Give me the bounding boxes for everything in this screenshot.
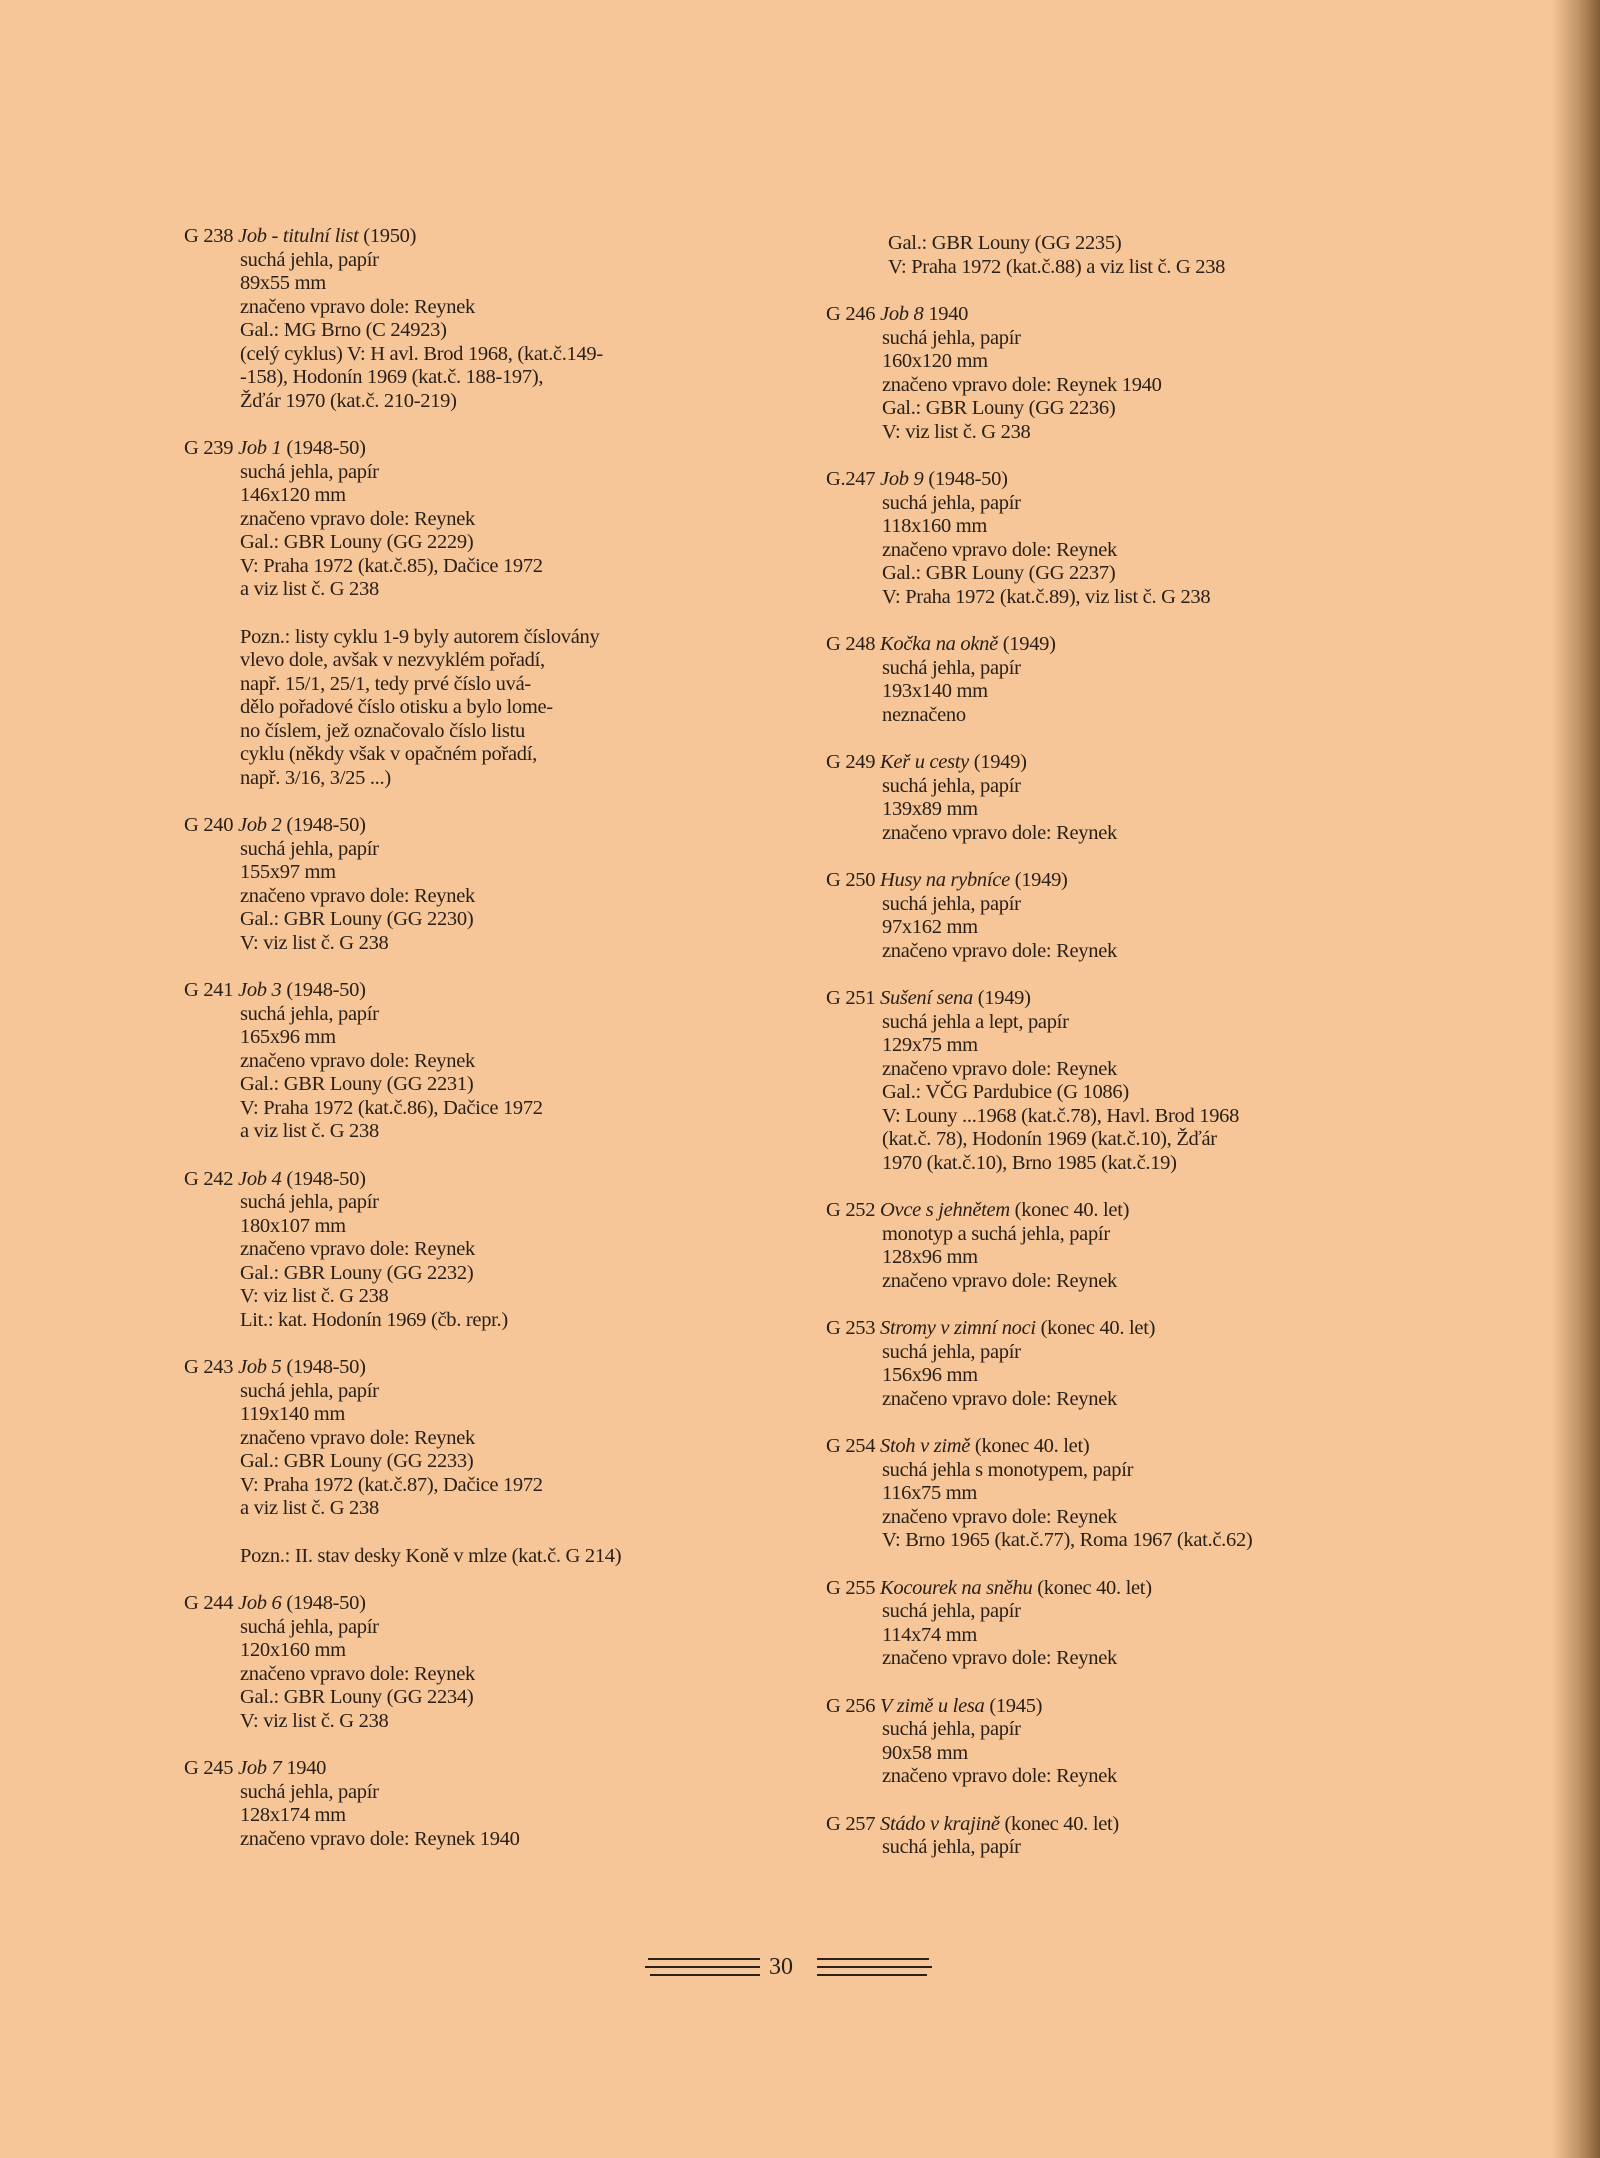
detail-line: 155x97 mm [240, 861, 336, 883]
artwork-date: (1948-50) [928, 468, 1008, 490]
detail-line: suchá jehla, papír [882, 774, 1021, 797]
detail-line: V: Brno 1965 (kat.č.77), Roma 1967 (kat.č.62) [882, 1529, 1253, 1551]
entry-heading [826, 1317, 1386, 1341]
catalog-entry [184, 1757, 744, 1851]
artwork-date: (1948-50) [286, 1167, 366, 1190]
catalog-entry [184, 225, 744, 413]
entry-heading [184, 1168, 744, 1192]
detail-line: 116x75 mm [882, 1482, 978, 1504]
detail-line: značeno vpravo dole: Reynek [882, 1765, 1117, 1787]
catalog-entry [826, 303, 1386, 444]
entry-heading [184, 437, 744, 461]
detail-line: 129x75 mm [882, 1034, 978, 1056]
detail-line: 119x140 mm [240, 1403, 346, 1425]
detail-line: a viz list č. G 238 [240, 1120, 379, 1142]
catalog-number: G 241 [184, 979, 234, 1001]
artwork-title: Keř u cesty [880, 751, 969, 773]
detail-line: Gal.: MG Brno (C 24923) [240, 319, 447, 341]
catalog-entry [826, 987, 1386, 1175]
entry-details [882, 1459, 1386, 1553]
detail-line: V: Praha 1972 (kat.č.88) a viz list č. G 238 [888, 255, 1226, 278]
artwork-date: (1948-50) [286, 1356, 366, 1378]
entry-details [882, 327, 1386, 445]
catalog-entry [826, 1813, 1386, 1860]
detail-line: 193x140 mm [882, 680, 988, 702]
catalog-entry [826, 1435, 1386, 1553]
detail-line: Gal.: GBR Louny (GG 2229) [240, 531, 474, 553]
catalog-number: G 242 [184, 1167, 234, 1190]
catalog-entry [826, 1577, 1386, 1671]
detail-line: V: Praha 1972 (kat.č.86), Dačice 1972 [240, 1096, 543, 1119]
detail-line: značeno vpravo dole: Reynek [882, 939, 1117, 962]
artwork-date: 1940 [928, 303, 969, 325]
artwork-date: (1949) [973, 751, 1027, 773]
entry-heading [184, 814, 744, 838]
artwork-date: 1940 [286, 1757, 327, 1779]
detail-line: suchá jehla, papír [240, 1615, 379, 1638]
catalog-entry [184, 814, 744, 955]
entry-details [240, 461, 744, 602]
detail-line: suchá jehla, papír [240, 460, 379, 483]
entry-heading [826, 1577, 1386, 1601]
artwork-date: (konec 40. let) [1037, 1576, 1152, 1599]
entry-details [240, 838, 744, 956]
entry-heading [184, 979, 744, 1003]
entry-details [882, 1600, 1386, 1671]
entry-heading [826, 751, 1386, 775]
catalog-entry [184, 1356, 744, 1568]
entry-details [240, 1003, 744, 1144]
note-line: dělo pořadové číslo otisku a bylo lome- [240, 696, 553, 718]
detail-line: suchá jehla, papír [882, 491, 1021, 514]
detail-line: (kat.č. 78), Hodonín 1969 (kat.č.10), Žďár [882, 1128, 1217, 1150]
detail-line: suchá jehla, papír [240, 1780, 379, 1803]
detail-line: značeno vpravo dole: Reynek 1940 [882, 373, 1162, 396]
detail-line: V: Louny ...1968 (kat.č.78), Havl. Brod 1968 [882, 1104, 1240, 1127]
artwork-date: (konec 40. let) [1014, 1199, 1130, 1221]
note-line: např. 15/1, 25/1, tedy prvé číslo uvá- [240, 672, 531, 695]
note-line: Pozn.: II. stav desky Koně v mlze (kat.č. G 214) [240, 1544, 622, 1567]
detail-line: 90x58 mm [882, 1741, 968, 1764]
entry-heading [184, 1592, 744, 1616]
catalog-entry [184, 979, 744, 1144]
detail-line: suchá jehla a lept, papír [882, 1010, 1069, 1033]
detail-line: značeno vpravo dole: Reynek [882, 1057, 1117, 1080]
catalog-entry [826, 1199, 1386, 1293]
artwork-date: (1948-50) [286, 979, 366, 1001]
detail-line: Lit.: kat. Hodonín 1969 (čb. repr.) [240, 1308, 508, 1331]
catalog-entry [184, 1168, 744, 1333]
catalog-number: G 250 [826, 869, 876, 891]
detail-line: Gal.: GBR Louny (GG 2232) [240, 1261, 474, 1284]
footer-rule-right [817, 1952, 932, 1982]
artwork-date: (1949) [1002, 633, 1056, 655]
detail-line: suchá jehla, papír [882, 1836, 1021, 1858]
detail-line: 160x120 mm [882, 350, 988, 372]
artwork-title: Job 3 [238, 979, 282, 1001]
artwork-date: (1949) [977, 987, 1031, 1009]
entry-heading [826, 633, 1386, 657]
artwork-date: (1948-50) [286, 814, 366, 836]
entry-heading [826, 869, 1386, 893]
catalog-number: G 239 [184, 437, 234, 459]
artwork-title: Ovce s jehnětem [880, 1199, 1010, 1221]
detail-line: Gal.: GBR Louny (GG 2237) [882, 562, 1116, 584]
detail-line: značeno vpravo dole: Reynek 1940 [240, 1827, 520, 1850]
catalog-number: G 238 [184, 225, 234, 247]
detail-line: -158), Hodonín 1969 (kat.č. 188-197), [240, 366, 544, 388]
entry-details [882, 893, 1386, 964]
artwork-title: Husy na rybníce [880, 869, 1010, 891]
entry-heading [826, 1695, 1386, 1719]
entry-details [882, 657, 1386, 728]
detail-line: značeno vpravo dole: Reynek [240, 1049, 475, 1072]
artwork-title: Kočka na okně [880, 633, 998, 655]
detail-line: V: viz list č. G 238 [882, 420, 1031, 443]
artwork-title: Sušení sena [880, 987, 973, 1009]
detail-line: 1970 (kat.č.10), Brno 1985 (kat.č.19) [882, 1151, 1177, 1174]
entry-details [882, 1341, 1386, 1412]
detail-line: Gal.: GBR Louny (GG 2230) [240, 908, 474, 930]
catalog-entry [826, 869, 1386, 963]
artwork-title: Job 9 [880, 468, 924, 490]
entry-details [240, 1616, 744, 1734]
note-line: např. 3/16, 3/25 ...) [240, 766, 391, 789]
detail-line: V: viz list č. G 238 [240, 931, 389, 954]
detail-line: V: viz list č. G 238 [240, 1709, 389, 1732]
note-line: cyklu (někdy však v opačném pořadí, [240, 743, 537, 765]
entry-heading [826, 303, 1386, 327]
entry-details [882, 1223, 1386, 1294]
detail-line: Gal.: GBR Louny (GG 2231) [240, 1073, 474, 1095]
catalog-number: G 245 [184, 1757, 234, 1779]
detail-line: značeno vpravo dole: Reynek [240, 295, 475, 318]
artwork-title: Job 8 [880, 303, 924, 325]
detail-line: Žďár 1970 (kat.č. 210-219) [240, 389, 457, 412]
note-line: Pozn.: listy cyklu 1-9 byly autorem číslovány [240, 625, 600, 648]
detail-line: značeno vpravo dole: Reynek [882, 1387, 1117, 1410]
note-line: no číslem, jež označovalo číslo listu [240, 719, 525, 742]
detail-line: (celý cyklus) V: H avl. Brod 1968, (kat.č.149- [240, 342, 603, 365]
detail-line: suchá jehla, papír [882, 326, 1021, 349]
entry-heading [184, 225, 744, 249]
entry-note [240, 1545, 744, 1569]
detail-line: suchá jehla, papír [882, 1718, 1021, 1740]
catalog-number: G 243 [184, 1356, 234, 1378]
entry-heading [826, 1199, 1386, 1223]
continued-entry [888, 232, 1386, 279]
detail-line: značeno vpravo dole: Reynek [882, 1505, 1117, 1528]
book-spine-shadow [1552, 0, 1600, 2158]
artwork-title: Stromy v zimní noci [880, 1317, 1036, 1339]
detail-line: a viz list č. G 238 [240, 578, 379, 600]
detail-line: značeno vpravo dole: Reynek [882, 1647, 1117, 1669]
entry-heading [826, 1813, 1386, 1837]
detail-line: 180x107 mm [240, 1214, 346, 1237]
detail-line: V: viz list č. G 238 [240, 1285, 389, 1307]
detail-line: značeno vpravo dole: Reynek [240, 507, 475, 530]
detail-line: suchá jehla, papír [882, 656, 1021, 679]
detail-line: suchá jehla, papír [882, 892, 1021, 915]
detail-line: 89x55 mm [240, 272, 326, 294]
detail-line: suchá jehla, papír [240, 837, 379, 860]
detail-line: V: Praha 1972 (kat.č.89), viz list č. G 238 [882, 585, 1211, 608]
catalog-number: G 256 [826, 1694, 876, 1717]
catalog-number: G 251 [826, 987, 876, 1009]
detail-line: 120x160 mm [240, 1639, 346, 1661]
artwork-date: (1948-50) [286, 1592, 366, 1614]
detail-line: 118x160 mm [882, 515, 988, 537]
artwork-title: Job - titulní list [238, 225, 359, 247]
detail-line: Gal.: VČG Pardubice (G 1086) [882, 1081, 1129, 1103]
artwork-date: (1949) [1014, 869, 1068, 891]
catalog-number: G.247 [826, 468, 876, 490]
artwork-date: (1948-50) [286, 437, 366, 459]
artwork-title: Job 4 [238, 1167, 282, 1190]
artwork-date: (konec 40. let) [974, 1435, 1090, 1457]
detail-line: suchá jehla, papír [882, 1600, 1021, 1622]
detail-line: neznačeno [882, 703, 966, 726]
detail-line: suchá jehla, papír [240, 1379, 379, 1402]
detail-line: monotyp a suchá jehla, papír [882, 1222, 1110, 1245]
detail-line: 146x120 mm [240, 484, 346, 506]
artwork-date: (1950) [363, 225, 417, 247]
detail-line: suchá jehla, papír [882, 1340, 1021, 1363]
detail-line: 114x74 mm [882, 1623, 978, 1646]
entry-heading [826, 468, 1386, 492]
page-footer [645, 1952, 935, 1982]
catalog-entry [826, 633, 1386, 727]
artwork-date: (konec 40. let) [1004, 1812, 1119, 1835]
catalog-entry [184, 437, 744, 790]
artwork-title: V zimě u lesa [880, 1694, 985, 1717]
catalog-number: G 253 [826, 1317, 876, 1339]
entry-details [882, 492, 1386, 610]
artwork-title: Kocourek na sněhu [880, 1576, 1033, 1599]
detail-line: značeno vpravo dole: Reynek [240, 884, 475, 907]
artwork-title: Job 2 [238, 814, 282, 836]
catalog-entry [826, 751, 1386, 845]
detail-line: suchá jehla, papír [240, 248, 379, 271]
detail-line: suchá jehla, papír [240, 1002, 379, 1025]
artwork-date: (1945) [989, 1694, 1043, 1717]
artwork-title: Stádo v krajině [880, 1812, 1000, 1835]
detail-line: suchá jehla, papír [240, 1191, 379, 1213]
catalog-number: G 257 [826, 1812, 876, 1835]
catalog-number: G 246 [826, 303, 876, 325]
entry-details [240, 1191, 744, 1332]
catalog-number: G 248 [826, 633, 876, 655]
catalog-number: G 252 [826, 1199, 876, 1221]
detail-line: 97x162 mm [882, 916, 978, 938]
catalog-number: G 255 [826, 1576, 876, 1599]
artwork-title: Job 5 [238, 1356, 282, 1378]
catalog-number: G 249 [826, 751, 876, 773]
catalog-number: G 240 [184, 814, 234, 836]
detail-line: 139x89 mm [882, 798, 978, 820]
detail-line: Gal.: GBR Louny (GG 2236) [882, 397, 1116, 419]
detail-line: a viz list č. G 238 [240, 1497, 379, 1519]
entry-note [240, 626, 744, 791]
catalog-entry [826, 1317, 1386, 1411]
entry-details [240, 1781, 744, 1852]
entry-details [240, 1380, 744, 1521]
entry-details [882, 1836, 1386, 1860]
right-column [826, 232, 1386, 1884]
page-number: 30 [769, 1954, 793, 1980]
entry-heading [826, 1435, 1386, 1459]
entry-details [882, 775, 1386, 846]
catalog-entry [826, 468, 1386, 609]
detail-line: 128x174 mm [240, 1804, 346, 1826]
detail-line: Gal.: GBR Louny (GG 2235) [888, 232, 1122, 254]
detail-line: 128x96 mm [882, 1246, 978, 1268]
detail-line: Gal.: GBR Louny (GG 2233) [240, 1450, 474, 1472]
detail-line: V: Praha 1972 (kat.č.87), Dačice 1972 [240, 1473, 543, 1496]
detail-line: 165x96 mm [240, 1026, 336, 1048]
entry-details [882, 1011, 1386, 1176]
detail-line: značeno vpravo dole: Reynek [240, 1662, 475, 1685]
detail-line: V: Praha 1972 (kat.č.85), Dačice 1972 [240, 554, 543, 577]
catalog-number: G 254 [826, 1435, 876, 1457]
entry-details [882, 1718, 1386, 1789]
entry-heading [826, 987, 1386, 1011]
note-line: vlevo dole, avšak v nezvyklém pořadí, [240, 649, 545, 671]
left-column [184, 225, 744, 1875]
detail-line: suchá jehla s monotypem, papír [882, 1458, 1134, 1481]
artwork-title: Job 6 [238, 1592, 282, 1614]
footer-rule-left [645, 1952, 760, 1982]
entry-heading [184, 1757, 744, 1781]
artwork-title: Job 7 [238, 1757, 282, 1779]
detail-line: značeno vpravo dole: Reynek [240, 1426, 475, 1449]
entry-heading [184, 1356, 744, 1380]
detail-line: 156x96 mm [882, 1364, 978, 1386]
artwork-title: Stoh v zimě [880, 1435, 971, 1457]
detail-line: značeno vpravo dole: Reynek [882, 821, 1117, 844]
catalog-entry [184, 1592, 744, 1733]
catalog-entry [826, 1695, 1386, 1789]
entry-details [240, 249, 744, 414]
detail-line: značeno vpravo dole: Reynek [240, 1238, 475, 1260]
artwork-title: Job 1 [238, 437, 282, 459]
catalog-number: G 244 [184, 1592, 234, 1614]
artwork-date: (konec 40. let) [1040, 1317, 1156, 1339]
detail-line: značeno vpravo dole: Reynek [882, 1269, 1117, 1292]
detail-line: značeno vpravo dole: Reynek [882, 538, 1117, 561]
detail-line: Gal.: GBR Louny (GG 2234) [240, 1686, 474, 1708]
